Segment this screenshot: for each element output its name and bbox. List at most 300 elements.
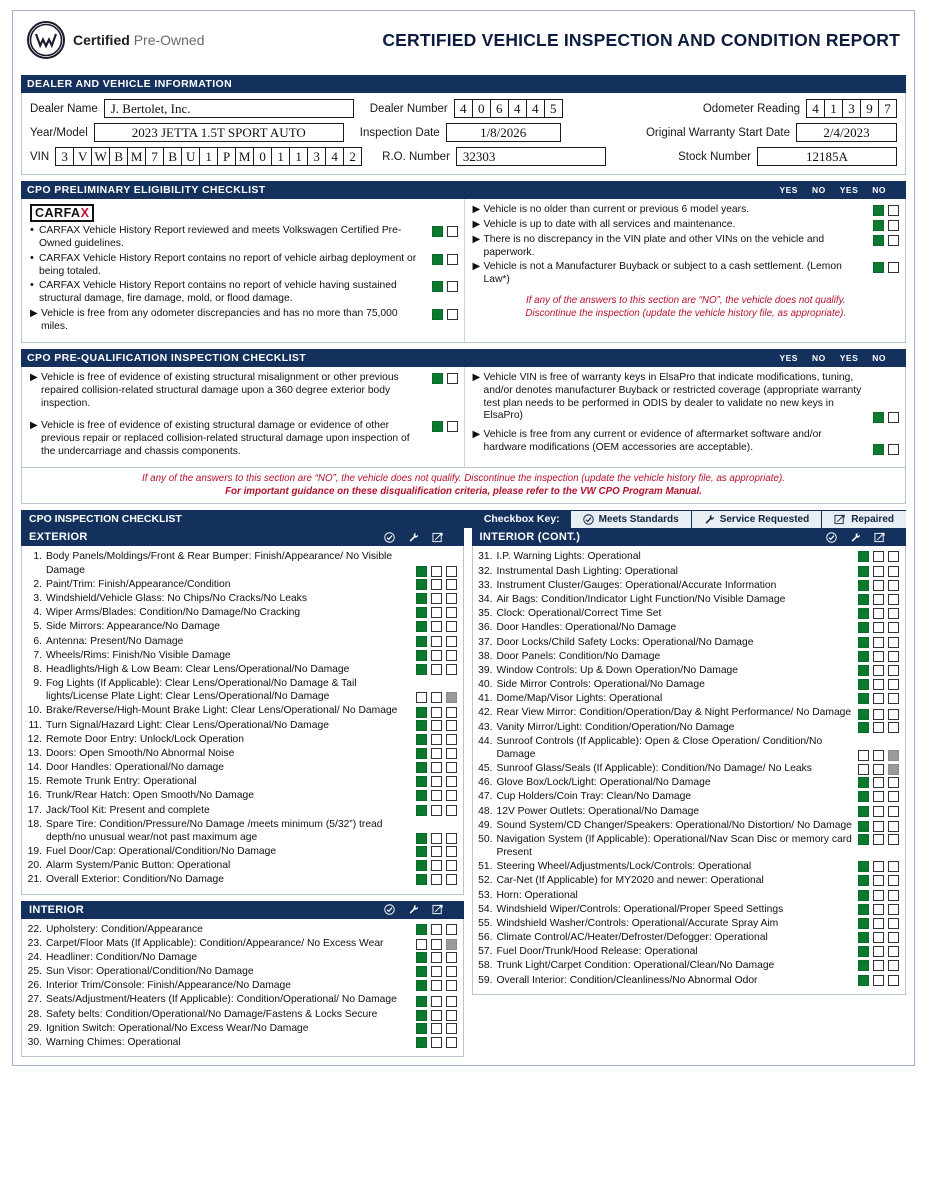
vin-digit[interactable]: M xyxy=(127,147,146,166)
checkbox-repaired[interactable] xyxy=(446,692,457,703)
checkbox-yes[interactable] xyxy=(873,235,884,246)
checkbox-meets-standards[interactable] xyxy=(416,720,427,731)
checkbox-service-requested[interactable] xyxy=(873,861,884,872)
checkbox-repaired[interactable] xyxy=(888,932,899,943)
checkbox-meets-standards[interactable] xyxy=(858,679,869,690)
item-checkboxes[interactable] xyxy=(416,606,457,618)
checkbox-meets-standards[interactable] xyxy=(416,860,427,871)
checkbox-repaired[interactable] xyxy=(446,1023,457,1034)
checkbox-meets-standards[interactable] xyxy=(858,834,869,845)
item-checkboxes[interactable] xyxy=(416,859,457,871)
vin-digit[interactable]: 3 xyxy=(55,147,74,166)
item-checkboxes[interactable] xyxy=(416,979,457,991)
item-checkboxes[interactable] xyxy=(858,790,899,802)
checkbox-service-requested[interactable] xyxy=(431,707,442,718)
checkbox-service-requested[interactable] xyxy=(431,1023,442,1034)
item-checkboxes[interactable] xyxy=(858,749,899,761)
checkbox-service-requested[interactable] xyxy=(873,821,884,832)
item-checkboxes[interactable] xyxy=(416,691,457,703)
item-checkboxes[interactable] xyxy=(858,959,899,971)
item-checkboxes[interactable] xyxy=(858,874,899,886)
checkbox-repaired[interactable] xyxy=(888,594,899,605)
item-checkboxes[interactable] xyxy=(416,1009,457,1021)
checkbox-service-requested[interactable] xyxy=(873,665,884,676)
vin-digit[interactable]: 3 xyxy=(307,147,326,166)
checkbox-service-requested[interactable] xyxy=(873,764,884,775)
checkbox-meets-standards[interactable] xyxy=(858,806,869,817)
eligibility-checkboxes[interactable] xyxy=(873,234,899,246)
checkbox-repaired[interactable] xyxy=(888,566,899,577)
checkbox-meets-standards[interactable] xyxy=(416,996,427,1007)
checkbox-meets-standards[interactable] xyxy=(416,664,427,675)
checkbox-meets-standards[interactable] xyxy=(416,1037,427,1048)
checkbox-repaired[interactable] xyxy=(446,566,457,577)
checkbox-repaired[interactable] xyxy=(446,860,457,871)
checkbox-repaired[interactable] xyxy=(888,750,899,761)
checkbox-no[interactable] xyxy=(888,220,899,231)
eligibility-checkboxes[interactable] xyxy=(432,280,458,292)
checkbox-service-requested[interactable] xyxy=(431,1010,442,1021)
year-model-field[interactable]: 2023 JETTA 1.5T SPORT AUTO xyxy=(94,123,344,142)
dealer-name-field[interactable]: J. Bertolet, Inc. xyxy=(104,99,354,118)
checkbox-meets-standards[interactable] xyxy=(416,1010,427,1021)
checkbox-service-requested[interactable] xyxy=(431,579,442,590)
checkbox-service-requested[interactable] xyxy=(873,722,884,733)
dealer-number-digit[interactable]: 6 xyxy=(490,99,509,118)
checkbox-service-requested[interactable] xyxy=(873,777,884,788)
item-checkboxes[interactable] xyxy=(858,550,899,562)
checkbox-service-requested[interactable] xyxy=(431,874,442,885)
checkbox-meets-standards[interactable] xyxy=(858,637,869,648)
item-checkboxes[interactable] xyxy=(858,664,899,676)
checkbox-meets-standards[interactable] xyxy=(416,966,427,977)
item-checkboxes[interactable] xyxy=(858,974,899,986)
checkbox-meets-standards[interactable] xyxy=(416,579,427,590)
checkbox-repaired[interactable] xyxy=(888,861,899,872)
checkbox-service-requested[interactable] xyxy=(873,918,884,929)
checkbox-no[interactable] xyxy=(888,262,899,273)
checkbox-meets-standards[interactable] xyxy=(858,693,869,704)
checkbox-service-requested[interactable] xyxy=(431,748,442,759)
checkbox-yes[interactable] xyxy=(873,412,884,423)
checkbox-repaired[interactable] xyxy=(446,939,457,950)
checkbox-meets-standards[interactable] xyxy=(858,946,869,957)
item-checkboxes[interactable] xyxy=(416,1036,457,1048)
vin-digit[interactable]: B xyxy=(163,147,182,166)
checkbox-meets-standards[interactable] xyxy=(416,790,427,801)
checkbox-service-requested[interactable] xyxy=(873,637,884,648)
item-checkboxes[interactable] xyxy=(858,889,899,901)
checkbox-meets-standards[interactable] xyxy=(416,924,427,935)
checkbox-repaired[interactable] xyxy=(888,665,899,676)
vin-digit[interactable]: P xyxy=(217,147,236,166)
checkbox-meets-standards[interactable] xyxy=(858,750,869,761)
prequal-checkboxes[interactable] xyxy=(432,420,458,432)
item-checkboxes[interactable] xyxy=(858,833,899,845)
ro-number-field[interactable]: 32303 xyxy=(456,147,606,166)
item-checkboxes[interactable] xyxy=(416,1022,457,1034)
item-checkboxes[interactable] xyxy=(416,706,457,718)
vin-digit[interactable]: M xyxy=(235,147,254,166)
checkbox-repaired[interactable] xyxy=(888,918,899,929)
eligibility-checkboxes[interactable] xyxy=(432,225,458,237)
checkbox-meets-standards[interactable] xyxy=(858,622,869,633)
checkbox-service-requested[interactable] xyxy=(431,692,442,703)
checkbox-yes[interactable] xyxy=(873,205,884,216)
item-checkboxes[interactable] xyxy=(416,804,457,816)
checkbox-no[interactable] xyxy=(447,421,458,432)
checkbox-repaired[interactable] xyxy=(446,664,457,675)
checkbox-meets-standards[interactable] xyxy=(416,621,427,632)
dealer-number-digit[interactable]: 4 xyxy=(454,99,473,118)
checkbox-yes[interactable] xyxy=(432,309,443,320)
checkbox-yes[interactable] xyxy=(432,421,443,432)
checkbox-repaired[interactable] xyxy=(446,966,457,977)
checkbox-meets-standards[interactable] xyxy=(416,939,427,950)
checkbox-repaired[interactable] xyxy=(446,790,457,801)
odometer-field[interactable] xyxy=(806,99,897,118)
item-checkboxes[interactable] xyxy=(858,708,899,720)
item-checkboxes[interactable] xyxy=(858,692,899,704)
item-checkboxes[interactable] xyxy=(858,636,899,648)
odometer-digit[interactable]: 3 xyxy=(842,99,861,118)
item-checkboxes[interactable] xyxy=(416,775,457,787)
prequal-checkboxes[interactable] xyxy=(432,372,458,384)
checkbox-service-requested[interactable] xyxy=(431,966,442,977)
checkbox-repaired[interactable] xyxy=(888,777,899,788)
dealer-number-field[interactable] xyxy=(454,99,563,118)
checkbox-repaired[interactable] xyxy=(888,693,899,704)
checkbox-service-requested[interactable] xyxy=(873,709,884,720)
checkbox-meets-standards[interactable] xyxy=(858,608,869,619)
item-checkboxes[interactable] xyxy=(416,649,457,661)
checkbox-meets-standards[interactable] xyxy=(858,960,869,971)
checkbox-yes[interactable] xyxy=(873,220,884,231)
checkbox-repaired[interactable] xyxy=(446,762,457,773)
item-checkboxes[interactable] xyxy=(858,678,899,690)
item-checkboxes[interactable] xyxy=(858,721,899,733)
item-checkboxes[interactable] xyxy=(416,620,457,632)
checkbox-repaired[interactable] xyxy=(888,890,899,901)
item-checkboxes[interactable] xyxy=(416,592,457,604)
checkbox-repaired[interactable] xyxy=(446,996,457,1007)
checkbox-repaired[interactable] xyxy=(888,679,899,690)
checkbox-repaired[interactable] xyxy=(888,764,899,775)
checkbox-meets-standards[interactable] xyxy=(858,722,869,733)
checkbox-repaired[interactable] xyxy=(888,946,899,957)
item-checkboxes[interactable] xyxy=(858,860,899,872)
checkbox-repaired[interactable] xyxy=(888,651,899,662)
checkbox-service-requested[interactable] xyxy=(431,593,442,604)
checkbox-yes[interactable] xyxy=(432,281,443,292)
vin-digit[interactable]: B xyxy=(109,147,128,166)
checkbox-service-requested[interactable] xyxy=(873,960,884,971)
checkbox-meets-standards[interactable] xyxy=(858,764,869,775)
item-checkboxes[interactable] xyxy=(858,565,899,577)
checkbox-meets-standards[interactable] xyxy=(416,707,427,718)
eligibility-checkboxes[interactable] xyxy=(873,219,899,231)
checkbox-service-requested[interactable] xyxy=(431,734,442,745)
checkbox-no[interactable] xyxy=(447,226,458,237)
checkbox-meets-standards[interactable] xyxy=(858,890,869,901)
checkbox-service-requested[interactable] xyxy=(431,762,442,773)
checkbox-no[interactable] xyxy=(447,281,458,292)
checkbox-repaired[interactable] xyxy=(446,776,457,787)
item-checkboxes[interactable] xyxy=(416,789,457,801)
checkbox-repaired[interactable] xyxy=(888,608,899,619)
checkbox-meets-standards[interactable] xyxy=(858,580,869,591)
checkbox-service-requested[interactable] xyxy=(873,551,884,562)
checkbox-service-requested[interactable] xyxy=(873,594,884,605)
checkbox-repaired[interactable] xyxy=(446,1010,457,1021)
item-checkboxes[interactable] xyxy=(858,763,899,775)
checkbox-service-requested[interactable] xyxy=(873,975,884,986)
item-checkboxes[interactable] xyxy=(416,995,457,1007)
checkbox-meets-standards[interactable] xyxy=(416,1023,427,1034)
checkbox-repaired[interactable] xyxy=(446,846,457,857)
checkbox-repaired[interactable] xyxy=(888,709,899,720)
checkbox-no[interactable] xyxy=(447,309,458,320)
vin-digit[interactable]: W xyxy=(91,147,110,166)
checkbox-repaired[interactable] xyxy=(446,579,457,590)
warranty-start-field[interactable]: 2/4/2023 xyxy=(796,123,897,142)
checkbox-repaired[interactable] xyxy=(446,636,457,647)
checkbox-yes[interactable] xyxy=(873,444,884,455)
checkbox-service-requested[interactable] xyxy=(873,622,884,633)
item-checkboxes[interactable] xyxy=(416,965,457,977)
checkbox-repaired[interactable] xyxy=(888,806,899,817)
eligibility-checkboxes[interactable] xyxy=(432,253,458,265)
odometer-digit[interactable]: 9 xyxy=(860,99,879,118)
checkbox-service-requested[interactable] xyxy=(431,621,442,632)
checkbox-repaired[interactable] xyxy=(446,874,457,885)
odometer-digit[interactable]: 7 xyxy=(878,99,897,118)
checkbox-repaired[interactable] xyxy=(446,650,457,661)
checkbox-meets-standards[interactable] xyxy=(858,791,869,802)
checkbox-service-requested[interactable] xyxy=(873,890,884,901)
checkbox-repaired[interactable] xyxy=(888,975,899,986)
checkbox-meets-standards[interactable] xyxy=(858,709,869,720)
checkbox-service-requested[interactable] xyxy=(873,566,884,577)
checkbox-repaired[interactable] xyxy=(888,622,899,633)
item-checkboxes[interactable] xyxy=(858,579,899,591)
item-checkboxes[interactable] xyxy=(858,917,899,929)
checkbox-repaired[interactable] xyxy=(446,593,457,604)
checkbox-service-requested[interactable] xyxy=(431,650,442,661)
checkbox-service-requested[interactable] xyxy=(431,636,442,647)
checkbox-meets-standards[interactable] xyxy=(858,932,869,943)
checkbox-service-requested[interactable] xyxy=(873,608,884,619)
item-checkboxes[interactable] xyxy=(858,945,899,957)
checkbox-service-requested[interactable] xyxy=(431,846,442,857)
item-checkboxes[interactable] xyxy=(416,923,457,935)
checkbox-service-requested[interactable] xyxy=(873,651,884,662)
checkbox-repaired[interactable] xyxy=(888,580,899,591)
vin-digit[interactable]: 1 xyxy=(199,147,218,166)
checkbox-repaired[interactable] xyxy=(446,980,457,991)
checkbox-meets-standards[interactable] xyxy=(416,874,427,885)
checkbox-meets-standards[interactable] xyxy=(858,821,869,832)
checkbox-service-requested[interactable] xyxy=(873,750,884,761)
checkbox-repaired[interactable] xyxy=(446,924,457,935)
vin-digit[interactable]: 2 xyxy=(343,147,362,166)
checkbox-meets-standards[interactable] xyxy=(416,607,427,618)
checkbox-repaired[interactable] xyxy=(888,834,899,845)
checkbox-service-requested[interactable] xyxy=(431,924,442,935)
checkbox-meets-standards[interactable] xyxy=(858,651,869,662)
eligibility-checkboxes[interactable] xyxy=(432,308,458,320)
checkbox-service-requested[interactable] xyxy=(431,664,442,675)
checkbox-service-requested[interactable] xyxy=(431,1037,442,1048)
vin-digit[interactable]: 1 xyxy=(271,147,290,166)
checkbox-service-requested[interactable] xyxy=(873,806,884,817)
item-checkboxes[interactable] xyxy=(416,733,457,745)
checkbox-repaired[interactable] xyxy=(446,720,457,731)
checkbox-repaired[interactable] xyxy=(888,821,899,832)
checkbox-repaired[interactable] xyxy=(888,960,899,971)
checkbox-no[interactable] xyxy=(888,235,899,246)
checkbox-meets-standards[interactable] xyxy=(416,636,427,647)
item-checkboxes[interactable] xyxy=(416,578,457,590)
checkbox-service-requested[interactable] xyxy=(873,875,884,886)
eligibility-checkboxes[interactable] xyxy=(873,261,899,273)
eligibility-checkboxes[interactable] xyxy=(873,204,899,216)
checkbox-service-requested[interactable] xyxy=(431,720,442,731)
checkbox-meets-standards[interactable] xyxy=(858,904,869,915)
item-checkboxes[interactable] xyxy=(416,873,457,885)
vin-digit[interactable]: 1 xyxy=(289,147,308,166)
item-checkboxes[interactable] xyxy=(858,820,899,832)
dealer-number-digit[interactable]: 4 xyxy=(508,99,527,118)
checkbox-meets-standards[interactable] xyxy=(858,566,869,577)
item-checkboxes[interactable] xyxy=(416,951,457,963)
checkbox-service-requested[interactable] xyxy=(873,932,884,943)
dealer-number-digit[interactable]: 4 xyxy=(526,99,545,118)
checkbox-no[interactable] xyxy=(447,373,458,384)
checkbox-meets-standards[interactable] xyxy=(416,805,427,816)
checkbox-yes[interactable] xyxy=(432,254,443,265)
item-checkboxes[interactable] xyxy=(416,663,457,675)
checkbox-meets-standards[interactable] xyxy=(416,566,427,577)
checkbox-meets-standards[interactable] xyxy=(416,650,427,661)
checkbox-yes[interactable] xyxy=(432,373,443,384)
item-checkboxes[interactable] xyxy=(416,761,457,773)
stock-number-field[interactable]: 12185A xyxy=(757,147,897,166)
checkbox-no[interactable] xyxy=(888,205,899,216)
checkbox-meets-standards[interactable] xyxy=(858,551,869,562)
checkbox-repaired[interactable] xyxy=(888,904,899,915)
item-checkboxes[interactable] xyxy=(416,832,457,844)
checkbox-service-requested[interactable] xyxy=(873,904,884,915)
vin-digit[interactable]: V xyxy=(73,147,92,166)
checkbox-repaired[interactable] xyxy=(888,722,899,733)
checkbox-repaired[interactable] xyxy=(446,952,457,963)
prequal-checkboxes[interactable] xyxy=(873,411,899,423)
item-checkboxes[interactable] xyxy=(416,747,457,759)
checkbox-service-requested[interactable] xyxy=(873,946,884,957)
checkbox-service-requested[interactable] xyxy=(431,952,442,963)
item-checkboxes[interactable] xyxy=(858,650,899,662)
checkbox-repaired[interactable] xyxy=(888,791,899,802)
checkbox-service-requested[interactable] xyxy=(873,693,884,704)
checkbox-meets-standards[interactable] xyxy=(416,692,427,703)
checkbox-repaired[interactable] xyxy=(446,734,457,745)
checkbox-service-requested[interactable] xyxy=(873,580,884,591)
checkbox-meets-standards[interactable] xyxy=(858,875,869,886)
item-checkboxes[interactable] xyxy=(858,903,899,915)
checkbox-no[interactable] xyxy=(888,444,899,455)
checkbox-service-requested[interactable] xyxy=(431,607,442,618)
item-checkboxes[interactable] xyxy=(416,635,457,647)
checkbox-repaired[interactable] xyxy=(888,637,899,648)
checkbox-no[interactable] xyxy=(888,412,899,423)
checkbox-repaired[interactable] xyxy=(446,748,457,759)
item-checkboxes[interactable] xyxy=(416,938,457,950)
item-checkboxes[interactable] xyxy=(858,776,899,788)
item-checkboxes[interactable] xyxy=(858,593,899,605)
inspection-date-field[interactable]: 1/8/2026 xyxy=(446,123,561,142)
checkbox-meets-standards[interactable] xyxy=(416,776,427,787)
vin-digit[interactable]: 0 xyxy=(253,147,272,166)
checkbox-repaired[interactable] xyxy=(446,607,457,618)
checkbox-repaired[interactable] xyxy=(446,833,457,844)
checkbox-meets-standards[interactable] xyxy=(858,918,869,929)
checkbox-meets-standards[interactable] xyxy=(416,980,427,991)
checkbox-service-requested[interactable] xyxy=(431,776,442,787)
checkbox-service-requested[interactable] xyxy=(873,791,884,802)
checkbox-repaired[interactable] xyxy=(888,875,899,886)
checkbox-service-requested[interactable] xyxy=(873,834,884,845)
checkbox-meets-standards[interactable] xyxy=(416,734,427,745)
item-checkboxes[interactable] xyxy=(416,565,457,577)
vin-digit[interactable]: U xyxy=(181,147,200,166)
checkbox-service-requested[interactable] xyxy=(431,790,442,801)
checkbox-service-requested[interactable] xyxy=(431,833,442,844)
checkbox-meets-standards[interactable] xyxy=(416,846,427,857)
checkbox-yes[interactable] xyxy=(432,226,443,237)
checkbox-service-requested[interactable] xyxy=(431,939,442,950)
checkbox-service-requested[interactable] xyxy=(873,679,884,690)
checkbox-meets-standards[interactable] xyxy=(416,593,427,604)
checkbox-yes[interactable] xyxy=(873,262,884,273)
vin-field[interactable] xyxy=(55,147,362,166)
checkbox-service-requested[interactable] xyxy=(431,566,442,577)
item-checkboxes[interactable] xyxy=(416,719,457,731)
vin-digit[interactable]: 4 xyxy=(325,147,344,166)
item-checkboxes[interactable] xyxy=(858,607,899,619)
checkbox-meets-standards[interactable] xyxy=(416,833,427,844)
checkbox-service-requested[interactable] xyxy=(431,805,442,816)
checkbox-repaired[interactable] xyxy=(888,551,899,562)
checkbox-service-requested[interactable] xyxy=(431,980,442,991)
vin-digit[interactable]: 7 xyxy=(145,147,164,166)
checkbox-repaired[interactable] xyxy=(446,621,457,632)
checkbox-meets-standards[interactable] xyxy=(858,594,869,605)
checkbox-meets-standards[interactable] xyxy=(416,952,427,963)
odometer-digit[interactable]: 4 xyxy=(806,99,825,118)
item-checkboxes[interactable] xyxy=(858,621,899,633)
odometer-digit[interactable]: 1 xyxy=(824,99,843,118)
item-checkboxes[interactable] xyxy=(858,931,899,943)
checkbox-repaired[interactable] xyxy=(446,1037,457,1048)
checkbox-meets-standards[interactable] xyxy=(858,665,869,676)
item-checkboxes[interactable] xyxy=(858,805,899,817)
checkbox-repaired[interactable] xyxy=(446,805,457,816)
checkbox-service-requested[interactable] xyxy=(431,996,442,1007)
checkbox-service-requested[interactable] xyxy=(431,860,442,871)
checkbox-repaired[interactable] xyxy=(446,707,457,718)
item-checkboxes[interactable] xyxy=(416,845,457,857)
